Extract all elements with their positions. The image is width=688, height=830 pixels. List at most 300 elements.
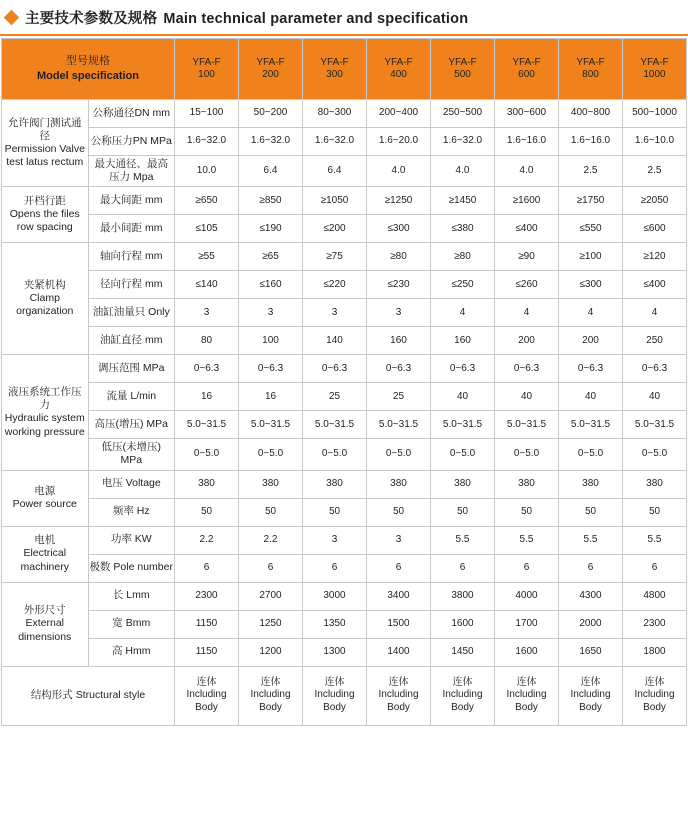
value-cell-4: 25 [367,383,431,411]
value-cell-3: ≥1050 [303,187,367,215]
value-cell-6: ≥90 [495,243,559,271]
value-cell-5: 0~6.3 [431,355,495,383]
value-cell-3: 6 [303,554,367,582]
value-cell-5: 6 [431,554,495,582]
value-cell-2: 1250 [239,610,303,638]
value-cell-5: 380 [431,470,495,498]
value-cell-3: 1.6~32.0 [303,128,367,156]
value-cell-7: 50 [559,498,623,526]
value-cell-2: 3 [239,299,303,327]
group-label-cell [2,470,89,526]
value-cell-3: 3 [303,299,367,327]
structural-style-line: Body [515,701,538,713]
model-size: 100 [198,69,215,80]
model-name: YFA-F [384,56,413,68]
value-cell-3: ≤220 [303,271,367,299]
value-cell-1: 1.6~32.0 [175,128,239,156]
page-title-bar [0,0,688,34]
table-row [2,383,687,411]
structural-style-label: 结构形式 Structural style [2,666,175,725]
value-cell-4: 3 [367,299,431,327]
value-cell-8: 4800 [623,582,687,610]
value-cell-5: ≥80 [431,243,495,271]
value-cell-5: ≤380 [431,215,495,243]
value-cell-8: 0~5.0 [623,439,687,470]
value-cell-1: 2300 [175,582,239,610]
value-cell-6: 0~6.3 [495,355,559,383]
value-cell-3: 3000 [303,582,367,610]
technical-parameter-table [1,38,687,726]
table-row [2,470,687,498]
structural-style-line: Body [579,701,602,713]
model-header-en: Model specification [36,70,140,82]
value-cell-7: 5.5 [559,526,623,554]
table-row [2,582,687,610]
model-name: YFA-F [512,56,541,68]
value-cell-3: 1350 [303,610,367,638]
group-label-line: Electrical machinery [20,547,69,573]
value-cell-2: ≤190 [239,215,303,243]
structural-style-line: Including [634,689,675,701]
model-size: 500 [454,69,471,80]
value-cell-7: 380 [559,470,623,498]
value-cell-7: 0~5.0 [559,439,623,470]
table-row [2,439,687,470]
value-cell-7: 5.0~31.5 [559,411,623,439]
table-row [2,187,687,215]
parameter-label-line: 极数 Pole number [89,561,173,574]
group-label-line: 夹紧机构 [23,279,66,292]
value-cell-8: 0~6.3 [623,355,687,383]
value-cell-2: 380 [239,470,303,498]
parameter-label-line: 高 Hmm [112,645,151,658]
parameter-label-line: 流量 L/min [106,390,157,403]
value-cell-5: 250~500 [431,100,495,128]
model-column-8 [623,39,687,100]
value-cell-2: ≥65 [239,243,303,271]
group-label-cell [2,187,89,243]
value-cell-7: 1.6~16.0 [559,128,623,156]
value-cell-5: 1600 [431,610,495,638]
model-column-2 [239,39,303,100]
table-row [2,554,687,582]
value-cell-1: 380 [175,470,239,498]
parameter-label-line: 油缸油量只 Only [92,306,170,319]
value-cell-7: 40 [559,383,623,411]
parameter-label-cell [88,411,175,439]
value-cell-6: 4 [495,299,559,327]
parameter-label-line: 调压范围 MPa [97,362,165,375]
group-label-line: 电源 [34,484,56,497]
value-cell-8: 6 [623,554,687,582]
table-body [2,100,687,726]
value-cell-2: 50~200 [239,100,303,128]
value-cell-5: 160 [431,327,495,355]
parameter-label-line: 功率 KW [110,533,152,546]
parameter-label-cell [88,554,175,582]
value-cell-4: 3400 [367,582,431,610]
structural-style-row [2,666,687,725]
structural-style-line: Including [442,689,483,701]
value-cell-6: 4000 [495,582,559,610]
structural-style-line: 连体 [644,676,665,688]
value-cell-6: 6 [495,554,559,582]
value-cell-1: 50 [175,498,239,526]
parameter-label-line: 油缸直径 mm [100,334,163,347]
table-head [2,39,687,100]
model-column-5 [431,39,495,100]
value-cell-4: ≤300 [367,215,431,243]
parameter-label-line: 公称通径DN mm [92,106,171,119]
table-row [2,638,687,666]
value-cell-3: ≥75 [303,243,367,271]
value-cell-8: ≥2050 [623,187,687,215]
value-cell-2: 2700 [239,582,303,610]
page-title-en: Main technical parameter and specification [163,10,469,27]
value-cell-4: 380 [367,470,431,498]
group-label-cell [2,355,89,470]
value-cell-4: 200~400 [367,100,431,128]
value-cell-5: ≤250 [431,271,495,299]
value-cell-1: 0~5.0 [175,439,239,470]
structural-style-line: 连体 [580,676,601,688]
value-cell-2: 0~5.0 [239,439,303,470]
value-cell-3: 0~5.0 [303,439,367,470]
value-cell-8: 1800 [623,638,687,666]
parameter-label-cell [88,610,175,638]
value-cell-7: 4300 [559,582,623,610]
model-column-4 [367,39,431,100]
value-cell-1: 5.0~31.5 [175,411,239,439]
parameter-label-cell [88,582,175,610]
value-cell-2: 0~6.3 [239,355,303,383]
value-cell-4: 160 [367,327,431,355]
value-cell-4: ≤230 [367,271,431,299]
structural-style-line: Including [314,689,355,701]
parameter-label-line: 最大通径、最高压力 Mpa [94,158,168,184]
value-cell-7: 1650 [559,638,623,666]
value-cell-2: 6 [239,554,303,582]
value-cell-5: ≥1450 [431,187,495,215]
value-cell-1: ≥55 [175,243,239,271]
table-row [2,355,687,383]
value-cell-4: ≥80 [367,243,431,271]
value-cell-1: ≤105 [175,215,239,243]
structural-style-line: Including [250,689,291,701]
value-cell-2: 1.6~32.0 [239,128,303,156]
value-cell-3: 5.0~31.5 [303,411,367,439]
model-name: YFA-F [640,56,669,68]
value-cell-6: 1700 [495,610,559,638]
value-cell-7: 0~6.3 [559,355,623,383]
value-cell-3: 25 [303,383,367,411]
value-cell-1: 6 [175,554,239,582]
value-cell-3: 1300 [303,638,367,666]
value-cell-5: 0~5.0 [431,439,495,470]
value-cell-6: 200 [495,327,559,355]
model-header-cn: 型号规格 [66,54,110,67]
parameter-label-line: 最小间距 mm [100,222,163,235]
structural-style-value-1 [175,666,239,725]
parameter-label-cell [88,243,175,271]
group-label-line: Opens the files row spacing [9,208,80,234]
structural-style-line: 连体 [452,676,473,688]
model-column-3 [303,39,367,100]
structural-style-line: 连体 [388,676,409,688]
value-cell-8: 5.5 [623,526,687,554]
value-cell-2: 50 [239,498,303,526]
parameter-label-line: 最大间距 mm [100,194,163,207]
value-cell-1: 0~6.3 [175,355,239,383]
table-row [2,498,687,526]
value-cell-6: ≥1600 [495,187,559,215]
value-cell-4: ≥1250 [367,187,431,215]
value-cell-2: 16 [239,383,303,411]
parameter-label-cell [88,526,175,554]
structural-style-line: Including [186,689,227,701]
value-cell-2: ≤160 [239,271,303,299]
group-label-line: 电机 [34,534,56,547]
value-cell-6: 5.5 [495,526,559,554]
group-label-line: 允许阀门测试通径 [8,116,82,142]
model-size: 200 [262,69,279,80]
value-cell-5: 5.5 [431,526,495,554]
value-cell-7: 2000 [559,610,623,638]
group-label-cell [2,526,89,582]
value-cell-4: 50 [367,498,431,526]
parameter-label-cell [88,470,175,498]
parameter-label-line: 轴向行程 mm [100,250,163,263]
value-cell-6: 300~600 [495,100,559,128]
parameter-label-cell [88,156,175,187]
parameter-label-cell [88,498,175,526]
parameter-label-cell [88,439,175,470]
value-cell-2: 5.0~31.5 [239,411,303,439]
value-cell-8: 50 [623,498,687,526]
value-cell-6: 50 [495,498,559,526]
value-cell-4: 1400 [367,638,431,666]
value-cell-8: 380 [623,470,687,498]
value-cell-7: ≤550 [559,215,623,243]
parameter-label-line: 径向行程 mm [100,278,163,291]
value-cell-1: 80 [175,327,239,355]
structural-style-line: Including [506,689,547,701]
model-name: YFA-F [320,56,349,68]
parameter-label-cell [88,271,175,299]
value-cell-6: 4.0 [495,156,559,187]
model-column-6 [495,39,559,100]
parameter-label-line: 电压 Voltage [101,477,161,490]
value-cell-4: 0~5.0 [367,439,431,470]
value-cell-8: 250 [623,327,687,355]
value-cell-3: 140 [303,327,367,355]
model-name: YFA-F [576,56,605,68]
parameter-label-cell [88,215,175,243]
value-cell-3: 380 [303,470,367,498]
value-cell-8: 5.0~31.5 [623,411,687,439]
table-row [2,100,687,128]
table-row [2,411,687,439]
value-cell-4: 0~6.3 [367,355,431,383]
table-row [2,299,687,327]
parameter-label-line: 高压(增压) MPa [94,418,168,431]
structural-style-line: 连体 [260,676,281,688]
parameter-label-cell [88,383,175,411]
structural-style-value-7 [559,666,623,725]
value-cell-7: 2.5 [559,156,623,187]
value-cell-5: 4 [431,299,495,327]
value-cell-2: 2.2 [239,526,303,554]
value-cell-2: 1200 [239,638,303,666]
value-cell-8: 2300 [623,610,687,638]
value-cell-7: 400~800 [559,100,623,128]
value-cell-8: 2.5 [623,156,687,187]
value-cell-7: 4 [559,299,623,327]
structural-style-value-3 [303,666,367,725]
value-cell-6: ≤400 [495,215,559,243]
structural-style-line: Including [570,689,611,701]
value-cell-6: 1600 [495,638,559,666]
structural-style-line: Including [378,689,419,701]
model-column-1 [175,39,239,100]
table-row [2,128,687,156]
value-cell-5: 5.0~31.5 [431,411,495,439]
group-label-cell [2,582,89,666]
parameter-label-cell [88,327,175,355]
value-cell-3: ≤200 [303,215,367,243]
model-name: YFA-F [192,56,221,68]
table-row [2,243,687,271]
parameter-label-cell [88,355,175,383]
structural-style-line: Body [195,701,218,713]
value-cell-3: 80~300 [303,100,367,128]
value-cell-4: 6 [367,554,431,582]
value-cell-6: 380 [495,470,559,498]
value-cell-3: 6.4 [303,156,367,187]
value-cell-5: 40 [431,383,495,411]
table-row [2,215,687,243]
parameter-label-cell [88,128,175,156]
value-cell-5: 50 [431,498,495,526]
value-cell-1: 1150 [175,610,239,638]
value-cell-3: 0~6.3 [303,355,367,383]
value-cell-6: 0~5.0 [495,439,559,470]
structural-style-line: Body [451,701,474,713]
value-cell-8: 1.6~10.0 [623,128,687,156]
value-cell-4: 1.6~20.0 [367,128,431,156]
parameter-label-line: 低压(未增压) MPa [101,441,161,467]
value-cell-1: ≥650 [175,187,239,215]
group-label-line: 开档行距 [23,195,66,208]
value-cell-3: 50 [303,498,367,526]
parameter-label-cell [88,299,175,327]
value-cell-7: 200 [559,327,623,355]
structural-style-line: Body [323,701,346,713]
table-row [2,610,687,638]
value-cell-5: 1.6~32.0 [431,128,495,156]
structural-style-line: Body [387,701,410,713]
structural-style-line: Body [643,701,666,713]
value-cell-3: 3 [303,526,367,554]
value-cell-2: 6.4 [239,156,303,187]
model-size: 400 [390,69,407,80]
group-label-line: Power source [12,498,77,510]
structural-style-line: 连体 [324,676,345,688]
model-size: 600 [518,69,535,80]
page-title [25,7,468,28]
value-cell-5: 4.0 [431,156,495,187]
model-size: 300 [326,69,343,80]
value-cell-5: 1450 [431,638,495,666]
value-cell-1: 3 [175,299,239,327]
value-cell-1: 1150 [175,638,239,666]
group-label-cell [2,243,89,355]
table-row [2,271,687,299]
value-cell-1: 15~100 [175,100,239,128]
table-row [2,327,687,355]
structural-style-line: 连体 [196,676,217,688]
value-cell-7: 6 [559,554,623,582]
group-label-line: Permission Valve test latus rectum [4,143,85,169]
diamond-bullet-icon [4,9,20,25]
model-size: 800 [582,69,599,80]
value-cell-4: 3 [367,526,431,554]
value-cell-8: 4 [623,299,687,327]
model-name: YFA-F [256,56,285,68]
structural-style-value-6 [495,666,559,725]
group-label-line: Clamp organization [16,292,74,318]
structural-style-line: 连体 [516,676,537,688]
group-label-line: Hydraulic system working pressure [4,412,85,438]
value-cell-8: ≤600 [623,215,687,243]
structural-style-line: Body [259,701,282,713]
value-cell-7: ≤300 [559,271,623,299]
value-cell-5: 3800 [431,582,495,610]
parameter-label-line: 宽 Bmm [112,617,151,630]
parameter-label-line: 长 Lmm [112,589,150,602]
value-cell-1: 16 [175,383,239,411]
parameter-label-cell [88,100,175,128]
parameter-label-line: 频率 Hz [112,505,150,518]
parameter-label-cell [88,638,175,666]
parameter-label-cell [88,187,175,215]
model-specification-header [2,39,175,100]
value-cell-8: 500~1000 [623,100,687,128]
value-cell-6: 5.0~31.5 [495,411,559,439]
value-cell-7: ≥1750 [559,187,623,215]
value-cell-4: 5.0~31.5 [367,411,431,439]
structural-style-value-5 [431,666,495,725]
value-cell-4: 4.0 [367,156,431,187]
value-cell-6: 1.6~16.0 [495,128,559,156]
group-label-line: 外形尺寸 [23,604,66,617]
model-size: 1000 [643,69,666,80]
title-divider [0,34,688,36]
value-cell-1: ≤140 [175,271,239,299]
value-cell-1: 2.2 [175,526,239,554]
value-cell-2: ≥850 [239,187,303,215]
model-name: YFA-F [448,56,477,68]
parameter-label-line: 公称压力PN MPa [90,134,172,147]
value-cell-6: 40 [495,383,559,411]
table-header-row [2,39,687,100]
table-row [2,156,687,187]
page-title-cn: 主要技术参数及规格 [25,10,158,27]
structural-style-value-8 [623,666,687,725]
value-cell-7: ≥100 [559,243,623,271]
structural-style-value-2 [239,666,303,725]
value-cell-2: 100 [239,327,303,355]
